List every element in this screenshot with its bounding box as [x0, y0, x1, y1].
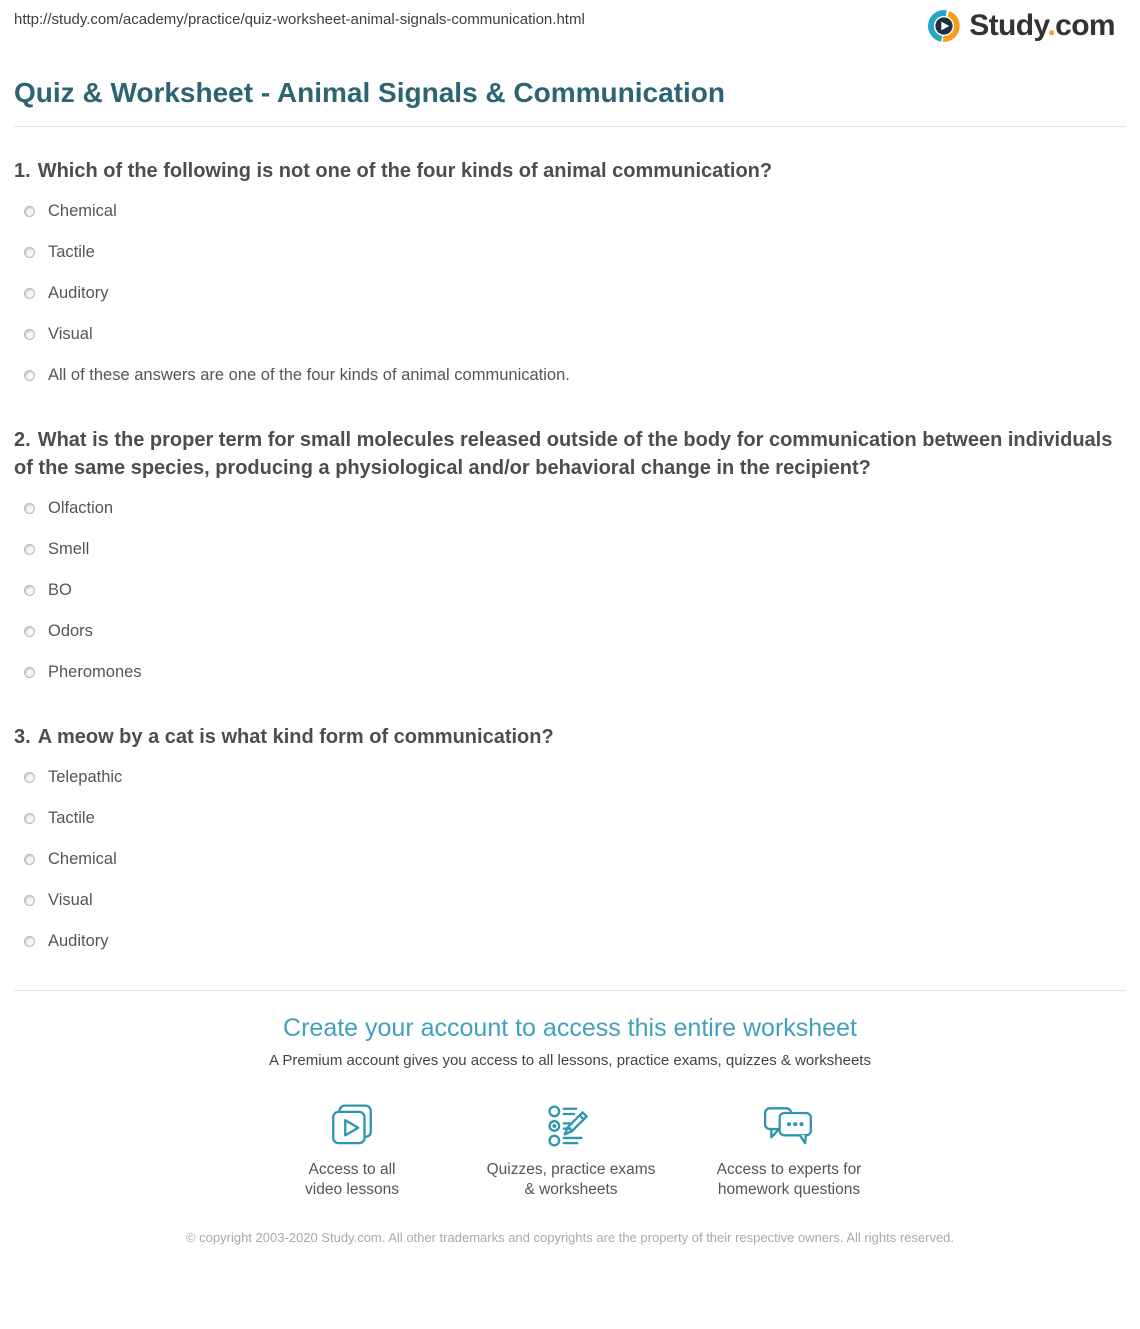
option-label[interactable]: Telepathic: [48, 768, 123, 786]
option-label[interactable]: Chemical: [48, 850, 117, 868]
studycom-logo-icon: [925, 7, 969, 45]
option-row[interactable]: [14, 652, 1126, 693]
radio-button[interactable]: [24, 503, 35, 514]
question-1: [14, 157, 1126, 396]
option-row[interactable]: [14, 355, 1126, 396]
homework-experts-icon: [762, 1103, 816, 1151]
feature-video-lessons: [242, 1103, 462, 1200]
option-label[interactable]: Auditory: [48, 284, 109, 302]
copyright-notice: © copyright 2003-2020 Study.com. All other trademarks and copyrights are the property of their respective owners. All rights reserved.: [185, 1230, 955, 1245]
option-label[interactable]: BO: [48, 581, 72, 599]
option-row[interactable]: [14, 488, 1126, 529]
radio-button[interactable]: [24, 288, 35, 299]
option-row[interactable]: [14, 880, 1126, 921]
radio-button[interactable]: [24, 206, 35, 217]
radio-button[interactable]: [24, 936, 35, 947]
question-3-title: 3. A meow by a cat is what kind form of communication?: [14, 726, 554, 748]
option-row[interactable]: [14, 232, 1126, 273]
radio-button[interactable]: [24, 854, 35, 865]
radio-button[interactable]: [24, 544, 35, 555]
radio-button[interactable]: [24, 895, 35, 906]
option-row[interactable]: [14, 921, 1126, 962]
option-label[interactable]: Chemical: [48, 202, 117, 220]
question-2: [14, 426, 1126, 693]
option-label[interactable]: All of these answers are one of the four kinds of animal communication.: [48, 366, 570, 384]
radio-button[interactable]: [24, 247, 35, 258]
cta-footer: [0, 990, 1140, 1247]
option-label[interactable]: Tactile: [48, 809, 95, 827]
radio-button[interactable]: [24, 813, 35, 824]
question-2-options: [14, 488, 1126, 693]
feature-label: Quizzes, practice exams & worksheets: [486, 1161, 656, 1198]
radio-button[interactable]: [24, 667, 35, 678]
radio-button[interactable]: [24, 329, 35, 340]
option-label[interactable]: Smell: [48, 540, 90, 558]
option-row[interactable]: [14, 611, 1126, 652]
option-row[interactable]: [14, 191, 1126, 232]
feature-homework-experts: [680, 1103, 898, 1200]
question-3: [14, 723, 1126, 962]
radio-button[interactable]: [24, 626, 35, 637]
option-label[interactable]: Olfaction: [48, 499, 114, 517]
option-label[interactable]: Odors: [48, 622, 93, 640]
option-row[interactable]: [14, 314, 1126, 355]
studycom-wordmark: Study.com: [969, 9, 1115, 42]
feature-list: [0, 1103, 1140, 1200]
radio-button[interactable]: [24, 585, 35, 596]
studycom-logo[interactable]: [925, 7, 1115, 45]
cta-subheading: A Premium account gives you access to all lessons, practice exams, quizzes & worksheets: [269, 1052, 871, 1069]
question-2-title: 2. What is the proper term for small molecules released outside of the body for communication between individuals of the same species, producing a physiological and/or behavioral change in the recipient?: [14, 429, 1113, 479]
page-url: http://study.com/academy/practice/quiz-worksheet-animal-signals-communication.html: [14, 11, 585, 28]
option-row[interactable]: [14, 273, 1126, 314]
radio-button[interactable]: [24, 772, 35, 783]
cta-heading: Create your account to access this entire worksheet: [283, 1014, 857, 1042]
quizzes-worksheets-icon: [546, 1103, 596, 1151]
video-lessons-icon: [327, 1103, 377, 1151]
option-label[interactable]: Pheromones: [48, 663, 142, 681]
option-label[interactable]: Visual: [48, 891, 93, 909]
option-row[interactable]: [14, 529, 1126, 570]
title-divider: [14, 126, 1126, 127]
worksheet-content: [0, 76, 1140, 962]
feature-label: Access to experts for homework questions: [716, 1161, 862, 1198]
feature-quizzes-worksheets: [462, 1103, 680, 1200]
radio-button[interactable]: [24, 370, 35, 381]
option-row[interactable]: [14, 757, 1126, 798]
option-row[interactable]: [14, 570, 1126, 611]
option-label[interactable]: Visual: [48, 325, 93, 343]
page-header: [0, 0, 1140, 62]
option-row[interactable]: [14, 839, 1126, 880]
question-1-title: 1. Which of the following is not one of the four kinds of animal communication?: [14, 160, 773, 182]
question-3-options: [14, 757, 1126, 962]
footer-divider: [14, 990, 1126, 991]
option-label[interactable]: Auditory: [48, 932, 109, 950]
option-label[interactable]: Tactile: [48, 243, 95, 261]
option-row[interactable]: [14, 798, 1126, 839]
feature-label: Access to all video lessons: [305, 1161, 399, 1198]
page-title: Quiz & Worksheet - Animal Signals & Communication: [14, 77, 725, 108]
question-1-options: [14, 191, 1126, 396]
